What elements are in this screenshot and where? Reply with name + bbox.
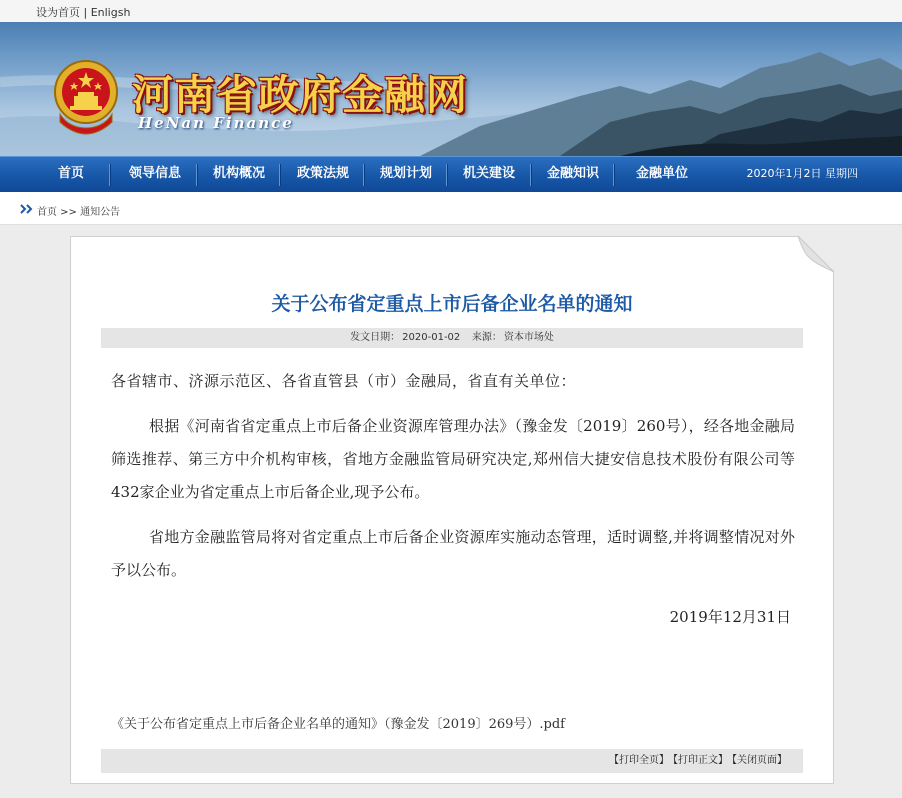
nav-separator — [196, 164, 198, 186]
source-label: 来源： — [471, 332, 502, 343]
article-paragraph-1: 根据《河南省省定重点上市后备企业资源库管理办法》（豫金发〔2019〕260号），经各地金融局筛选推荐、第三方中介机构审核，省地方金融监管局研究决定,郑州信大捷安信息技术股份有限公司等432家企业为省定重点上市后备企业,现予公布。 — [111, 417, 795, 501]
article-meta — [101, 328, 803, 348]
article-card — [70, 236, 834, 784]
nav-item-home[interactable]: 首页 — [57, 166, 84, 181]
nav-item-finance-knowledge[interactable]: 金融知识 — [546, 166, 599, 181]
close-page-button[interactable]: 【关闭页面】 — [732, 755, 787, 766]
publish-date-label: 发文日期： — [350, 332, 401, 343]
breadcrumb — [0, 192, 902, 225]
print-all-button[interactable]: 【打印全页】 — [609, 755, 669, 766]
site-subtitle: HeNan Finance — [138, 114, 294, 132]
set-home-link[interactable]: 设为首页 — [36, 6, 80, 19]
breadcrumb-home-link[interactable]: 首页 — [37, 207, 57, 218]
site-banner — [0, 22, 902, 156]
english-link[interactable]: Enligsh — [90, 6, 131, 19]
source-value: 资本市场处 — [503, 332, 554, 343]
nav-separator — [530, 164, 532, 186]
article-salutation: 各省辖市、济源示范区、各省直管县（市）金融局，省直有关单位： — [111, 372, 577, 390]
current-date: 2020年1月2日 星期四 — [746, 167, 858, 180]
article-body — [111, 365, 795, 634]
article-signature-date: 2019年12月31日 — [669, 608, 791, 626]
nav-item-leaders[interactable]: 领导信息 — [128, 166, 181, 181]
page-curl-decoration — [798, 236, 834, 272]
article-actions-bar — [101, 749, 803, 773]
nav-separator — [446, 164, 448, 186]
nav-separator — [613, 164, 615, 186]
main-nav — [0, 156, 902, 193]
top-links — [36, 4, 130, 20]
nav-item-organization[interactable]: 机构概况 — [212, 166, 265, 181]
article-title: 关于公布省定重点上市后备企业名单的通知 — [271, 293, 633, 315]
top-links-bar — [0, 0, 902, 22]
nav-item-plans[interactable]: 规划计划 — [379, 166, 432, 181]
nav-separator — [109, 164, 111, 186]
nav-item-policies[interactable]: 政策法规 — [296, 166, 349, 181]
double-chevron-right-icon — [20, 204, 34, 214]
national-emblem-icon — [52, 58, 120, 136]
nav-item-agency-building[interactable]: 机关建设 — [462, 166, 515, 181]
breadcrumb-current[interactable]: 通知公告 — [80, 207, 121, 218]
breadcrumb-trail — [37, 203, 120, 218]
nav-item-finance-units[interactable]: 金融单位 — [635, 166, 688, 181]
top-link-separator: | — [80, 6, 91, 19]
publish-date: 2020-01-02 — [402, 332, 461, 343]
nav-separator — [279, 164, 281, 186]
site-title: 河南省政府金融网 — [132, 71, 468, 119]
breadcrumb-separator: >> — [57, 207, 81, 218]
attachment-link[interactable]: 《关于公布省定重点上市后备企业名单的通知》（豫金发〔2019〕269号）.pdf — [111, 717, 565, 732]
print-body-button[interactable]: 【打印正文】 — [673, 755, 728, 766]
nav-separator — [363, 164, 365, 186]
article-paragraph-2: 省地方金融监管局将对省定重点上市后备企业资源库实施动态管理，适时调整,并将调整情况对外予以公布。 — [111, 528, 795, 579]
